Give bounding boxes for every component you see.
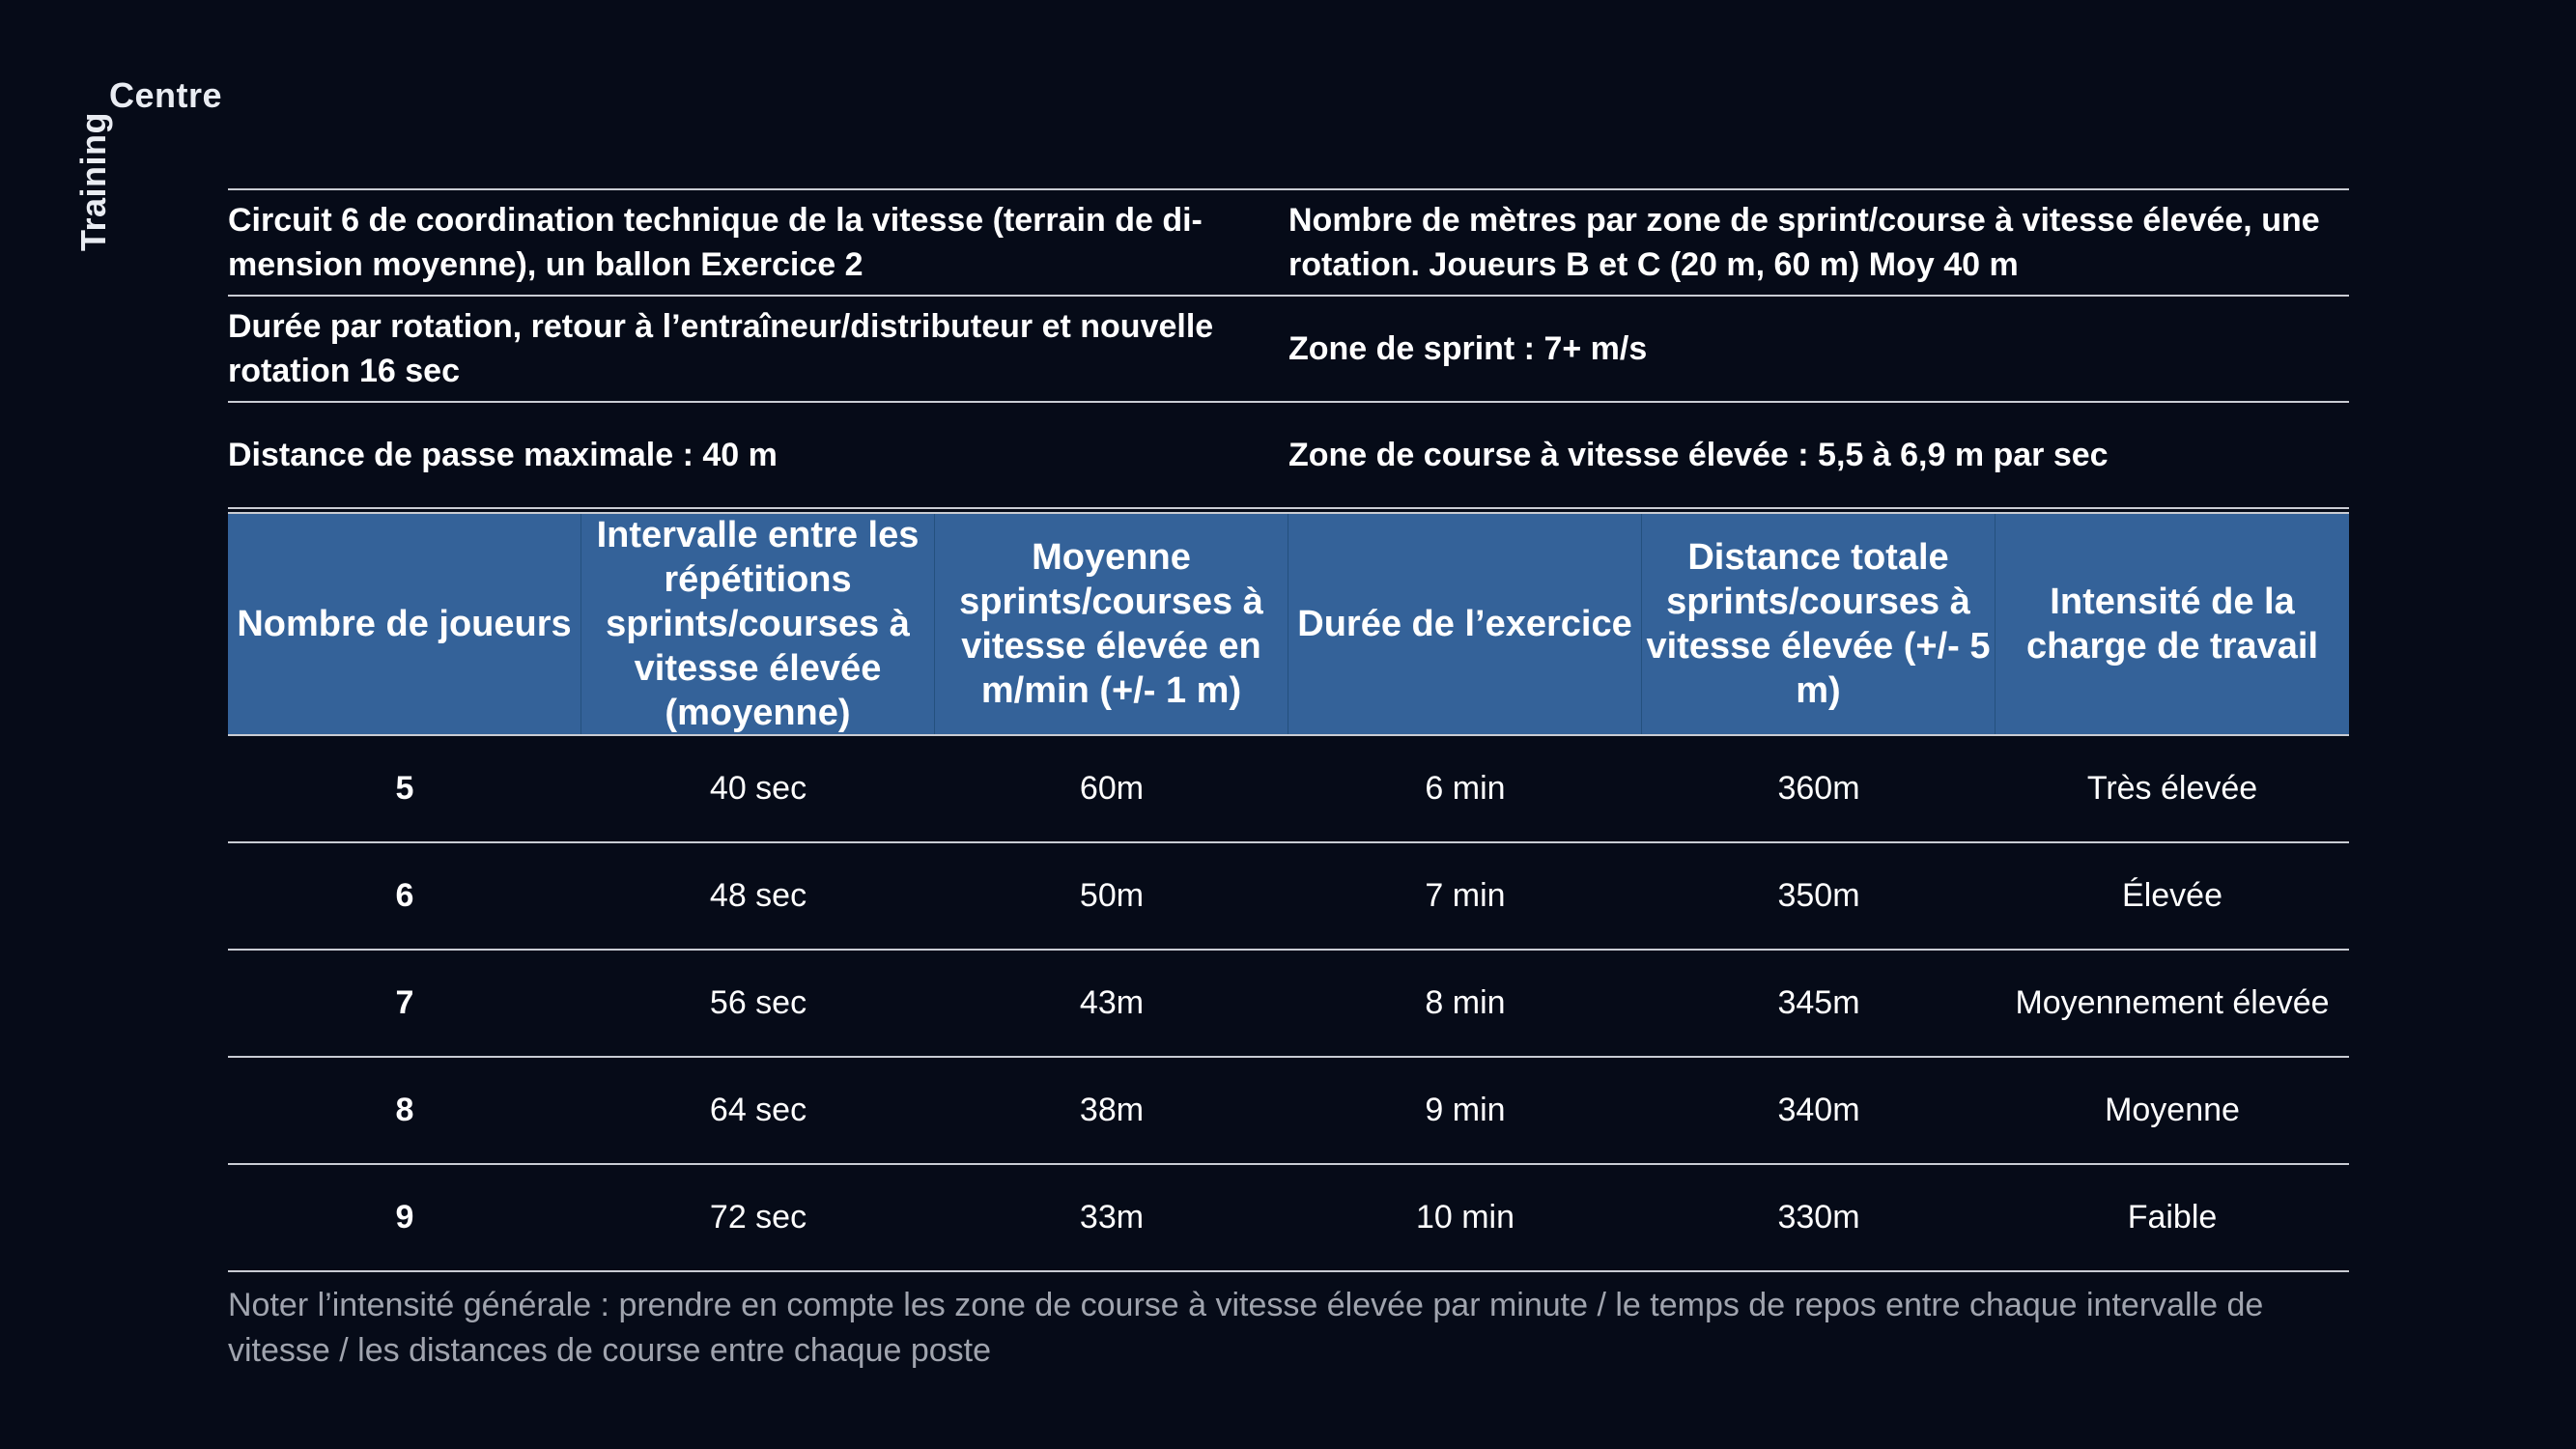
- info-max-pass-distance: Distance de passe maximale : 40 m: [228, 437, 778, 473]
- cell-players: 6: [395, 877, 414, 914]
- cell-players: 8: [395, 1092, 414, 1128]
- table-row: [228, 1165, 2349, 1272]
- cell-interval: 48 sec: [709, 877, 807, 914]
- info-row: [228, 297, 2349, 403]
- cell-duration: 6 min: [1425, 770, 1506, 807]
- cell-avg-per-min: 38m: [1079, 1092, 1145, 1128]
- table-row: [228, 951, 2349, 1058]
- cell-intensity: Moyennement élevée: [2015, 984, 2330, 1021]
- cell-total-distance: 350m: [1777, 877, 1860, 914]
- exercise-info-block: [228, 188, 2349, 509]
- logo-centre-text: Centre: [109, 75, 223, 115]
- header-avg-per-min: Moyenne sprints/courses à vitesse élevée en m/min (+/- 1 m): [935, 514, 1288, 734]
- cell-total-distance: 330m: [1777, 1199, 1860, 1236]
- header-interval: Intervalle entre les répétitions sprints/courses à vitesse élevée (moyenne): [581, 514, 935, 734]
- info-rotation-duration: Durée par rotation, retour à l’entraîneur/distributeur et nouvelle rotation 16 sec: [228, 308, 1214, 389]
- cell-avg-per-min: 33m: [1079, 1199, 1145, 1236]
- intensity-note: Noter l’intensité générale : prendre en compte les zone de course à vitesse élevée par minute / le temps de repos entre chaque intervalle de vitesse / les distances de course entre chaque poste: [228, 1287, 2264, 1369]
- info-row: [228, 403, 2349, 509]
- info-circuit-description: Circuit 6 de coordination technique de la vitesse (terrain de di-mension moyenne), un ballon Exercice 2: [228, 202, 1203, 283]
- cell-duration: 10 min: [1415, 1199, 1515, 1236]
- table-row: [228, 1058, 2349, 1165]
- cell-total-distance: 345m: [1777, 984, 1860, 1021]
- cell-players: 9: [395, 1199, 414, 1236]
- cell-interval: 56 sec: [709, 984, 807, 1021]
- cell-interval: 40 sec: [709, 770, 807, 807]
- cell-interval: 72 sec: [709, 1199, 807, 1236]
- info-high-speed-zone: Zone de course à vitesse élevée : 5,5 à 6,9 m par sec: [1288, 437, 2109, 473]
- table-row: [228, 843, 2349, 951]
- cell-avg-per-min: 43m: [1079, 984, 1145, 1021]
- info-row: [228, 190, 2349, 297]
- cell-duration: 7 min: [1425, 877, 1506, 914]
- logo-training-text: Training: [73, 111, 113, 251]
- header-duration: Durée de l’exercice: [1288, 514, 1642, 734]
- cell-interval: 64 sec: [709, 1092, 807, 1128]
- cell-players: 5: [395, 770, 414, 807]
- table-header-row: [228, 512, 2349, 736]
- cell-avg-per-min: 50m: [1079, 877, 1145, 914]
- cell-players: 7: [395, 984, 414, 1021]
- header-players: Nombre de joueurs: [228, 514, 581, 734]
- cell-duration: 8 min: [1425, 984, 1506, 1021]
- cell-intensity: Moyenne: [2105, 1092, 2240, 1128]
- table-row: [228, 736, 2349, 843]
- cell-duration: 9 min: [1425, 1092, 1506, 1128]
- workload-table: [228, 512, 2349, 1272]
- info-sprint-zone: Zone de sprint : 7+ m/s: [1288, 330, 1648, 367]
- cell-total-distance: 340m: [1777, 1092, 1860, 1128]
- cell-total-distance: 360m: [1777, 770, 1860, 807]
- cell-intensity: Faible: [2127, 1199, 2218, 1236]
- cell-avg-per-min: 60m: [1079, 770, 1145, 807]
- info-meters-per-zone: Nombre de mètres par zone de sprint/course à vitesse élevée, une rotation. Joueurs B et C (20 m, 60 m) Moy 40 m: [1288, 202, 2320, 283]
- header-total-distance: Distance totale sprints/courses à vitesse élevée (+/- 5 m): [1642, 514, 1996, 734]
- header-intensity: Intensité de la charge de travail: [2025, 582, 2319, 667]
- cell-intensity: Très élevée: [2086, 770, 2258, 807]
- cell-intensity: Élevée: [2122, 877, 2222, 914]
